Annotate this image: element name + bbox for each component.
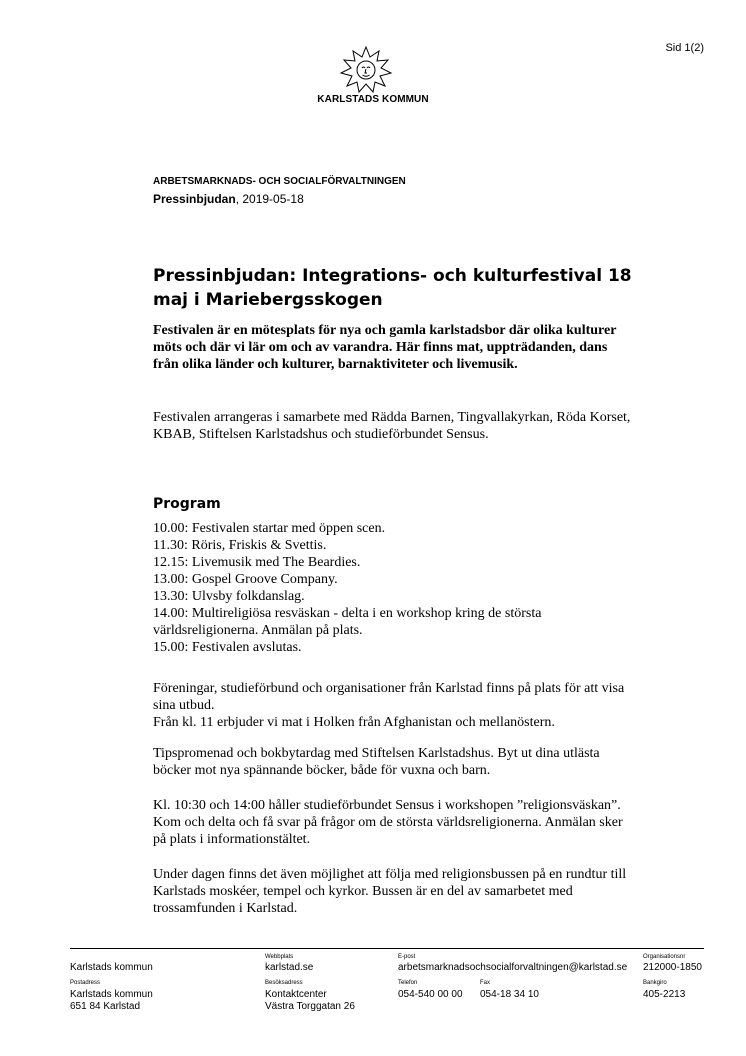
religion-bus-paragraph: Under dagen finns det även möjlighet att följa med religionsbussen på en rundtur till Karlstads moskéer, tempel och kyrkor. Bussen är en del av samarbetet med trossamfunden i Karlstad. <box>153 867 627 916</box>
workshop-paragraph: Kl. 10:30 och 14:00 håller studieförbundet Sensus i workshopen ”religionsväskan”. Kom och delta och få svar på frågor om de största världsreligionerna. Anmälan sker på plats i informationstältet. <box>153 798 623 847</box>
footer-orgnr-label: Organisationsnr <box>643 954 686 960</box>
footer-besok-2: Västra Torggatan 26 <box>265 1001 355 1012</box>
program-item: 13.00: Gospel Groove Company. <box>153 572 338 587</box>
footer-besok-label: Besöksadress <box>265 980 303 986</box>
footer-fax: 054-18 34 10 <box>480 989 539 1000</box>
document-date: , 2019-05-18 <box>235 192 304 206</box>
organisations-paragraph <box>153 680 633 731</box>
footer-org: Karlstads kommun <box>70 962 153 973</box>
program-heading: Program <box>153 496 221 512</box>
footer-epost-link[interactable]: arbetsmarknadsochsocialforvaltningen@karlstad.se <box>398 962 628 973</box>
footer-orgnr: 212000-1850 <box>643 962 702 973</box>
footer-webbplats-link[interactable]: karlstad.se <box>265 962 314 973</box>
sun-face-logo-icon <box>336 44 396 94</box>
footer-divider <box>70 948 704 949</box>
program-item: 15.00: Festivalen avslutas. <box>153 640 302 655</box>
press-title: Pressinbjudan: Integrations- och kulturfestival 18 maj i Mariebergsskogen <box>153 266 632 310</box>
document-type-line <box>153 192 304 206</box>
program-item: 14.00: Multireligiösa resväskan - delta i en workshop kring de största världsreligionerna. Anmälan på plats. <box>153 606 542 638</box>
footer-postadress-label: Postadress <box>70 980 101 986</box>
footer-telefon: 054-540 00 00 <box>398 989 463 1000</box>
footer-epost-label: E-post <box>398 954 416 960</box>
document-type: Pressinbjudan <box>153 192 236 206</box>
organisations-text: Föreningar, studieförbund och organisationer från Karlstad finns på plats för att visa sina utbud. <box>153 681 625 713</box>
footer-telefon-label: Telefon <box>398 980 418 986</box>
program-list <box>153 520 633 656</box>
page-number: Sid 1(2) <box>665 42 704 54</box>
footer-postadress-2: 651 84 Karlstad <box>70 1001 141 1012</box>
partners-paragraph: Festivalen arrangeras i samarbete med Rädda Barnen, Tingvallakyrkan, Röda Korset, KBAB, Stiftelsen Karlstadshus och studieförbundet Sensus. <box>153 410 631 442</box>
footer-fax-label: Fax <box>480 980 491 986</box>
food-text: Från kl. 11 erbjuder vi mat i Holken från Afghanistan och mellanöstern. <box>153 715 555 730</box>
footer-besok-1: Kontaktcenter <box>265 989 327 1000</box>
logo-text: KARLSTADS KOMMUN <box>317 94 429 105</box>
ingress-paragraph: Festivalen är en mötesplats för nya och gamla karlstadsbor där olika kulturer möts och där vi lär om och av varandra. Här finns mat, uppträdanden, dans från olika länder och kulturer, barnaktiviteter och livemusik. <box>153 323 617 372</box>
program-item: 13.30: Ulvsby folkdanslag. <box>153 589 305 604</box>
footer-bankgiro: 405-2213 <box>643 989 686 1000</box>
program-item: 12.15: Livemusik med The Beardies. <box>153 555 361 570</box>
program-item: 10.00: Festivalen startar med öppen scen. <box>153 521 386 536</box>
footer-webbplats-label: Webbplats <box>265 954 294 960</box>
footer-postadress-1: Karlstads kommun <box>70 989 153 1000</box>
program-item: 11.30: Röris, Friskis & Svettis. <box>153 538 327 553</box>
book-swap-paragraph: Tipspromenad och bokbytardag med Stiftelsen Karlstadshus. Byt ut dina utlästa böcker mot nya spännande böcker, både för vuxna och barn. <box>153 746 600 778</box>
department-name: ARBETSMARKNADS- OCH SOCIALFÖRVALTNINGEN <box>153 176 406 187</box>
footer-bankgiro-label: Bankgiro <box>643 980 667 986</box>
